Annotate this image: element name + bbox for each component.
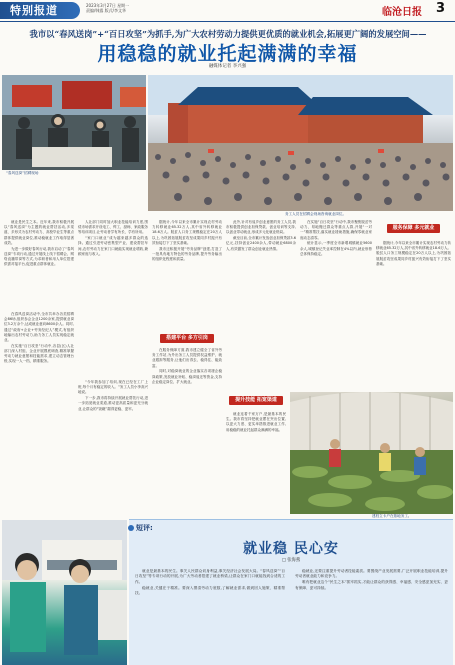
- paragraph: “今年我参加了培训,现在已经在工厂上班,每个月有稳定的收入。”务工人员小李高兴地说。: [78, 380, 148, 395]
- paragraph: “家门口就业”成为越来越多群众的选择。通过引进劳动密集型产业、建设帮扶车间,农村劳动力在家门口就能实现就业增收,兼顾家庭与收入。: [78, 236, 148, 256]
- header-divider: [0, 21, 455, 22]
- paragraph: 在春风送岗活动中,全市共举办各类招聘会86场,组织参会企业1200余家,提供就业岗位3.2万余个,达成就业意向8600余人。同时,通过“政府+企业+劳务经纪人”模式,有组织地输出农村劳动力,助力务工人员实现稳定就业。: [4, 312, 74, 343]
- commentary-author: □ 张海燕: [281, 558, 301, 563]
- section-heading-3: [376, 224, 451, 236]
- page-number: 3: [436, 1, 446, 16]
- newspaper-logo: 临沧日报: [382, 7, 422, 18]
- commentary-title: 就业稳 民心安: [243, 541, 339, 557]
- commentary-label-text: 短评:: [136, 524, 153, 532]
- paragraph: 就业是民生之本。近年来,我市积极开展以“春风送岗”为主题的就业帮扶活动,多渠道、多形式为农村劳动力、高校毕业生等重点群体提供就业岗位,推动稳就业工作取得显著成效。: [4, 220, 74, 245]
- paragraph: 为进一步做好春风行动,我市启动了“春风送岗”专项行动,通过开展线上线下招聘会、网络直播带岗等方式,为求职者和用人单位搭建供需对接平台,促进重点群体就业。: [4, 246, 74, 267]
- article-column-2: [78, 220, 148, 380]
- issue-date: [86, 3, 129, 13]
- paragraph: 据统计,今年以来全市累计实现农村劳动力转移就业65.32万人,其中省外转移就业18.6万人。脱贫人口务工规模稳定在20万人以上,为巩固拓展脱贫攻坚成果同乡村振兴有效衔接打下了坚实基础。: [152, 220, 222, 245]
- article-column-1: [4, 220, 74, 312]
- section-heading-3-label: 服务保障 多元就业: [387, 224, 441, 233]
- paragraph: 截至目前,全市累计发放创业担保贷款3.6亿元,扶持创业2400余人,带动就业6800余人,有效激发了群众创业就业热情。: [226, 236, 296, 251]
- paragraph: 我市还积极开展“劳务品牌”创建,打造了一批具有地方特色的劳务品牌,提升劳务输出的组织化程度和质量。: [152, 246, 222, 261]
- crowd-illustration: [148, 75, 453, 211]
- article-byline: 融媒体记者 李兴强: [208, 64, 247, 69]
- paragraph: 下一步,我市将持续开展就业帮扶行动,进一步拓宽就业渠道,推动更高质量和更充分就业,让群众的“饭碗”端得更稳、更牢。: [78, 396, 148, 411]
- article-column-2b: [78, 380, 148, 520]
- greenhouse-photo: [290, 392, 453, 514]
- section-heading-2-label: 提升技能 拓宽渠道: [229, 396, 283, 405]
- article-column-3b: [152, 348, 222, 518]
- photo-a-caption: “春风送岗”招聘现场: [6, 171, 39, 175]
- commentary-column-b: [295, 569, 448, 663]
- paragraph: 据统计,今年以来全市累计实现农村劳动力转移就业65.32万人,其中省外转移就业18.6万人。脱贫人口务工规模稳定在20万人以上,为巩固拓展脱贫攻坚成果同乡村振兴有效衔接打下了坚实基础。: [376, 241, 451, 266]
- workshop-illustration: [2, 520, 127, 665]
- commentary-label: [128, 523, 153, 533]
- paragraph: 人社部门同时加大职业技能培训力度,围绕市场需求开设电工、焊工、厨师、家政服务等培训项目,让劳动者学有所长、学有所用。: [78, 220, 148, 235]
- article-column-3: [152, 220, 222, 330]
- section-2-block: [226, 392, 286, 412]
- article-column-4b: [226, 412, 286, 517]
- commentary-column-a: [135, 569, 285, 663]
- greenhouse-illustration: [290, 392, 453, 514]
- article-column-1b: [4, 312, 74, 517]
- crowd-square-photo: [148, 75, 453, 211]
- section-heading-2: [226, 396, 286, 408]
- job-fair-illustration: [2, 75, 146, 170]
- job-fair-photo: [2, 75, 146, 170]
- paragraph: 就业是最基本的民生。事关人民群众切身利益,事关经济社会发展大局。“春风送岗”“百日攻坚”等专项行动的开展,为广大劳动者搭建了就业桥梁,让群众在家门口就能找到合适的工作。: [135, 569, 285, 584]
- paragraph: 就业连着千家万户,是最基本的民生。我市将坚持把就业摆在突出位置,以更大力度、更实举措推进就业工作,用稳稳的就业托起群众满满的幸福。: [226, 412, 286, 432]
- paragraph: 稳就业,还要注重提升劳动者技能素质。要围绕产业发展需要,广泛开展职业技能培训,提升劳动者就业能力和竞争力。: [295, 569, 448, 579]
- paragraph: 在实施“百日攻坚”行动中,各县(区)人社部门深入村组、企业开展摸底调查,精准掌握劳动力就业意愿和技能需求,建立动态管理台账,实现一人一档、精准服务。: [4, 343, 74, 364]
- article-subtitle: 我市以“春风送岗”+“百日攻坚”为抓手,为广大农村劳动力提供更优质的就业机会,拓展更广阔的发展空间——: [29, 29, 427, 39]
- paragraph: 在实施“百日攻坚”行动中,我市聚焦脱贫劳动力、易地搬迁群众等重点人群,开展“一对一”精准帮扶,落实就业援助措施,确保零就业家庭动态清零。: [300, 220, 372, 240]
- bullet-icon: [128, 525, 134, 531]
- training-workshop-photo: [2, 520, 127, 665]
- photo-b-caption: 务工人员在招聘会现场咨询就业岗位。: [285, 212, 347, 216]
- article-headline: 用稳稳的就业托起满满的幸福: [97, 43, 358, 65]
- paragraph: 唯有把就业这个“民生之本”抓牢抓实,才能让群众的获得感、幸福感、安全感更加充实、更有保障、更可持续。: [295, 580, 448, 590]
- page-header: [0, 0, 455, 21]
- article-column-5: [300, 220, 372, 390]
- paragraph: 统计显示,一季度全市新增城镇就业5600余人,城镇登记失业率控制在4%以内,就业形势总体保持稳定。: [300, 241, 372, 256]
- article-column-6: [376, 220, 451, 390]
- paragraph: 在服务保障方面,我市建立健全了省外劳务工作站,为外出务工人员提供权益维护、就业跟踪等服务,让他们出得去、稳得住、能致富。: [152, 348, 222, 368]
- editor-line: 责编/韩露 版式/李文华: [86, 8, 126, 13]
- section-tab: 特别报道: [0, 2, 80, 19]
- paragraph: 稳就业,关键在于精准。要深入摸清劳动力底数,了解就业需求,做到因人施策、精准帮扶。: [135, 585, 285, 596]
- section-heading-1-label: 搭建平台 多方引岗: [160, 334, 214, 343]
- paragraph: 同时,对稳岗就业的企业落实各项援企稳岗政策,发放就业补贴、稳岗返还等资金,支持企业稳定岗位、扩大就业。: [152, 369, 222, 384]
- paragraph: 此外,针对有返乡创业意愿的务工人员,我市积极提供创业担保贷款、创业培训等支持,以创业带动就业,形成多元化就业格局。: [226, 220, 296, 235]
- section-heading-1: [152, 334, 222, 346]
- date-line: 2023年3月27日 星期一: [86, 3, 130, 8]
- photo-c-caption: 建档立卡户在基地务工。: [372, 514, 412, 518]
- article-column-4: [226, 220, 296, 390]
